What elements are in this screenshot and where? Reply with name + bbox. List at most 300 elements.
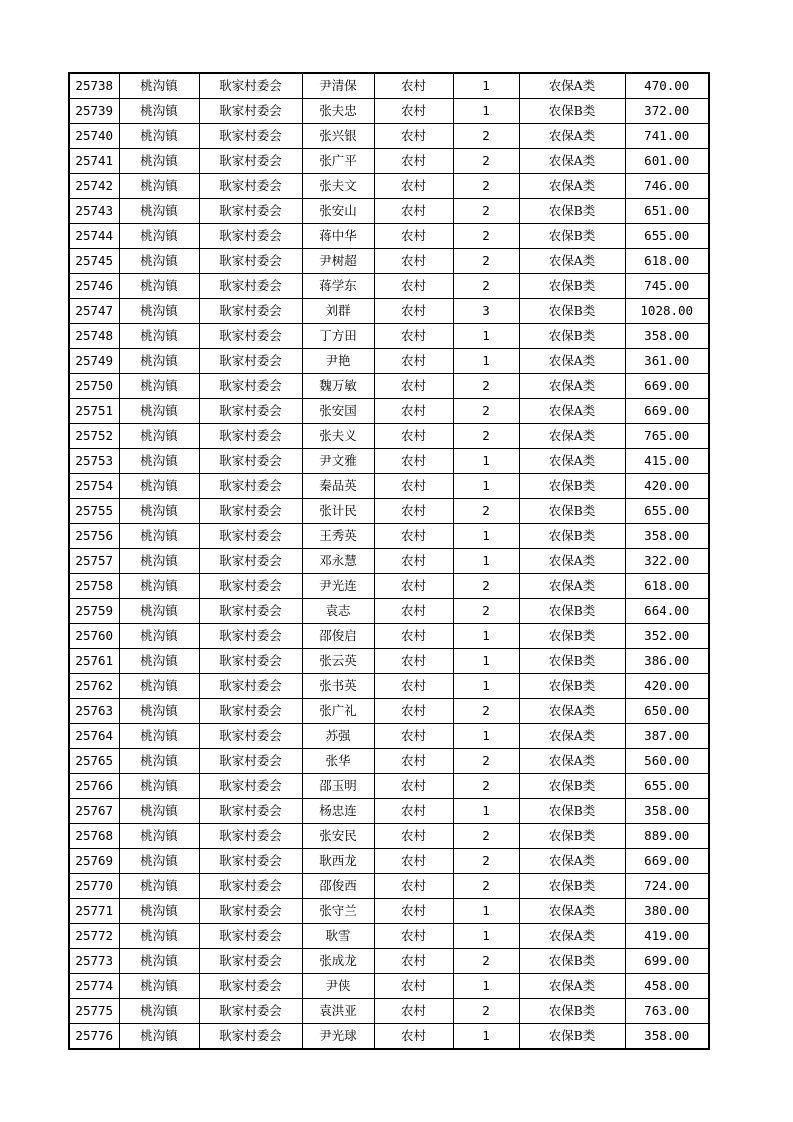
- area-type-cell: 农村: [374, 424, 453, 449]
- amount-cell: 745.00: [625, 274, 709, 299]
- village-committee-cell: 耿家村委会: [199, 274, 302, 299]
- insurance-category-cell: 农保A类: [519, 699, 625, 724]
- amount-cell: 618.00: [625, 574, 709, 599]
- household-count-cell: 2: [453, 249, 519, 274]
- insurance-category-cell: 农保B类: [519, 824, 625, 849]
- table-row: [69, 624, 709, 649]
- area-type-cell: 农村: [374, 699, 453, 724]
- amount-cell: 655.00: [625, 499, 709, 524]
- record-id-cell: 25741: [69, 149, 119, 174]
- area-type-cell: 农村: [374, 874, 453, 899]
- insurance-category-cell: 农保B类: [519, 674, 625, 699]
- table-row: [69, 449, 709, 474]
- town-cell: 桃沟镇: [119, 949, 199, 974]
- table-row: [69, 674, 709, 699]
- amount-cell: 387.00: [625, 724, 709, 749]
- town-cell: 桃沟镇: [119, 549, 199, 574]
- amount-cell: 1028.00: [625, 299, 709, 324]
- area-type-cell: 农村: [374, 674, 453, 699]
- insurance-category-cell: 农保B类: [519, 774, 625, 799]
- amount-cell: 746.00: [625, 174, 709, 199]
- table-row: [69, 99, 709, 124]
- amount-cell: 458.00: [625, 974, 709, 999]
- person-name-cell: 张安民: [302, 824, 374, 849]
- insurance-category-cell: 农保B类: [519, 999, 625, 1024]
- record-id-cell: 25764: [69, 724, 119, 749]
- person-name-cell: 张安山: [302, 199, 374, 224]
- person-name-cell: 张成龙: [302, 949, 374, 974]
- village-committee-cell: 耿家村委会: [199, 974, 302, 999]
- village-committee-cell: 耿家村委会: [199, 549, 302, 574]
- person-name-cell: 张云英: [302, 649, 374, 674]
- area-type-cell: 农村: [374, 624, 453, 649]
- village-committee-cell: 耿家村委会: [199, 124, 302, 149]
- town-cell: 桃沟镇: [119, 474, 199, 499]
- table-row: [69, 949, 709, 974]
- village-committee-cell: 耿家村委会: [199, 174, 302, 199]
- table-row: [69, 724, 709, 749]
- assistance-table: [68, 72, 710, 1050]
- record-id-cell: 25774: [69, 974, 119, 999]
- table-row: [69, 424, 709, 449]
- person-name-cell: 邓永慧: [302, 549, 374, 574]
- area-type-cell: 农村: [374, 899, 453, 924]
- insurance-category-cell: 农保B类: [519, 649, 625, 674]
- village-committee-cell: 耿家村委会: [199, 649, 302, 674]
- insurance-category-cell: 农保A类: [519, 974, 625, 999]
- insurance-category-cell: 农保A类: [519, 249, 625, 274]
- table-row: [69, 324, 709, 349]
- household-count-cell: 2: [453, 999, 519, 1024]
- household-count-cell: 1: [453, 724, 519, 749]
- person-name-cell: 张夫义: [302, 424, 374, 449]
- household-count-cell: 1: [453, 324, 519, 349]
- amount-cell: 372.00: [625, 99, 709, 124]
- area-type-cell: 农村: [374, 299, 453, 324]
- town-cell: 桃沟镇: [119, 974, 199, 999]
- village-committee-cell: 耿家村委会: [199, 899, 302, 924]
- person-name-cell: 尹光球: [302, 1024, 374, 1050]
- town-cell: 桃沟镇: [119, 324, 199, 349]
- person-name-cell: 张华: [302, 749, 374, 774]
- person-name-cell: 秦品英: [302, 474, 374, 499]
- amount-cell: 650.00: [625, 699, 709, 724]
- village-committee-cell: 耿家村委会: [199, 949, 302, 974]
- town-cell: 桃沟镇: [119, 449, 199, 474]
- area-type-cell: 农村: [374, 574, 453, 599]
- town-cell: 桃沟镇: [119, 774, 199, 799]
- table-row: [69, 224, 709, 249]
- person-name-cell: 张计民: [302, 499, 374, 524]
- amount-cell: 765.00: [625, 424, 709, 449]
- village-committee-cell: 耿家村委会: [199, 199, 302, 224]
- person-name-cell: 张守兰: [302, 899, 374, 924]
- town-cell: 桃沟镇: [119, 524, 199, 549]
- record-id-cell: 25762: [69, 674, 119, 699]
- insurance-category-cell: 农保A类: [519, 174, 625, 199]
- insurance-category-cell: 农保B类: [519, 324, 625, 349]
- insurance-category-cell: 农保B类: [519, 949, 625, 974]
- record-id-cell: 25769: [69, 849, 119, 874]
- amount-cell: 618.00: [625, 249, 709, 274]
- insurance-category-cell: 农保B类: [519, 274, 625, 299]
- area-type-cell: 农村: [374, 749, 453, 774]
- area-type-cell: 农村: [374, 399, 453, 424]
- household-count-cell: 1: [453, 974, 519, 999]
- town-cell: 桃沟镇: [119, 424, 199, 449]
- area-type-cell: 农村: [374, 99, 453, 124]
- table-row: [69, 774, 709, 799]
- village-committee-cell: 耿家村委会: [199, 149, 302, 174]
- household-count-cell: 1: [453, 549, 519, 574]
- household-count-cell: 2: [453, 199, 519, 224]
- insurance-category-cell: 农保A类: [519, 73, 625, 99]
- person-name-cell: 尹清保: [302, 73, 374, 99]
- person-name-cell: 尹侠: [302, 974, 374, 999]
- table-row: [69, 974, 709, 999]
- insurance-category-cell: 农保A类: [519, 549, 625, 574]
- person-name-cell: 袁志: [302, 599, 374, 624]
- household-count-cell: 1: [453, 349, 519, 374]
- amount-cell: 358.00: [625, 1024, 709, 1050]
- village-committee-cell: 耿家村委会: [199, 774, 302, 799]
- person-name-cell: 尹树超: [302, 249, 374, 274]
- record-id-cell: 25765: [69, 749, 119, 774]
- household-count-cell: 2: [453, 274, 519, 299]
- record-id-cell: 25757: [69, 549, 119, 574]
- table-row: [69, 299, 709, 324]
- amount-cell: 322.00: [625, 549, 709, 574]
- town-cell: 桃沟镇: [119, 73, 199, 99]
- record-id-cell: 25745: [69, 249, 119, 274]
- person-name-cell: 袁洪亚: [302, 999, 374, 1024]
- amount-cell: 669.00: [625, 849, 709, 874]
- record-id-cell: 25768: [69, 824, 119, 849]
- village-committee-cell: 耿家村委会: [199, 749, 302, 774]
- record-id-cell: 25748: [69, 324, 119, 349]
- village-committee-cell: 耿家村委会: [199, 724, 302, 749]
- record-id-cell: 25776: [69, 1024, 119, 1050]
- record-id-cell: 25772: [69, 924, 119, 949]
- town-cell: 桃沟镇: [119, 149, 199, 174]
- area-type-cell: 农村: [374, 73, 453, 99]
- household-count-cell: 1: [453, 624, 519, 649]
- table-row: [69, 199, 709, 224]
- household-count-cell: 1: [453, 899, 519, 924]
- amount-cell: 361.00: [625, 349, 709, 374]
- insurance-category-cell: 农保A类: [519, 449, 625, 474]
- person-name-cell: 杨忠连: [302, 799, 374, 824]
- village-committee-cell: 耿家村委会: [199, 524, 302, 549]
- household-count-cell: 1: [453, 924, 519, 949]
- table-row: [69, 1024, 709, 1050]
- town-cell: 桃沟镇: [119, 824, 199, 849]
- record-id-cell: 25775: [69, 999, 119, 1024]
- record-id-cell: 25763: [69, 699, 119, 724]
- village-committee-cell: 耿家村委会: [199, 349, 302, 374]
- record-id-cell: 25747: [69, 299, 119, 324]
- village-committee-cell: 耿家村委会: [199, 999, 302, 1024]
- table-row: [69, 749, 709, 774]
- amount-cell: 655.00: [625, 224, 709, 249]
- person-name-cell: 张兴银: [302, 124, 374, 149]
- town-cell: 桃沟镇: [119, 224, 199, 249]
- insurance-category-cell: 农保B类: [519, 299, 625, 324]
- village-committee-cell: 耿家村委会: [199, 924, 302, 949]
- insurance-category-cell: 农保A类: [519, 574, 625, 599]
- table-row: [69, 124, 709, 149]
- person-name-cell: 尹艳: [302, 349, 374, 374]
- person-name-cell: 邵俊西: [302, 874, 374, 899]
- area-type-cell: 农村: [374, 124, 453, 149]
- area-type-cell: 农村: [374, 724, 453, 749]
- table-row: [69, 149, 709, 174]
- town-cell: 桃沟镇: [119, 724, 199, 749]
- household-count-cell: 1: [453, 1024, 519, 1050]
- amount-cell: 651.00: [625, 199, 709, 224]
- record-id-cell: 25758: [69, 574, 119, 599]
- area-type-cell: 农村: [374, 774, 453, 799]
- town-cell: 桃沟镇: [119, 399, 199, 424]
- household-count-cell: 2: [453, 124, 519, 149]
- table-row: [69, 399, 709, 424]
- record-id-cell: 25740: [69, 124, 119, 149]
- household-count-cell: 2: [453, 849, 519, 874]
- household-count-cell: 2: [453, 424, 519, 449]
- village-committee-cell: 耿家村委会: [199, 374, 302, 399]
- amount-cell: 699.00: [625, 949, 709, 974]
- table-row: [69, 649, 709, 674]
- area-type-cell: 农村: [374, 1024, 453, 1050]
- household-count-cell: 2: [453, 374, 519, 399]
- town-cell: 桃沟镇: [119, 924, 199, 949]
- insurance-category-cell: 农保B类: [519, 199, 625, 224]
- insurance-category-cell: 农保A类: [519, 399, 625, 424]
- insurance-category-cell: 农保B类: [519, 599, 625, 624]
- person-name-cell: 邵玉明: [302, 774, 374, 799]
- table-row: [69, 599, 709, 624]
- record-id-cell: 25751: [69, 399, 119, 424]
- table-row: [69, 874, 709, 899]
- town-cell: 桃沟镇: [119, 849, 199, 874]
- record-id-cell: 25752: [69, 424, 119, 449]
- amount-cell: 420.00: [625, 474, 709, 499]
- person-name-cell: 丁方田: [302, 324, 374, 349]
- town-cell: 桃沟镇: [119, 99, 199, 124]
- area-type-cell: 农村: [374, 499, 453, 524]
- record-id-cell: 25760: [69, 624, 119, 649]
- record-id-cell: 25744: [69, 224, 119, 249]
- record-id-cell: 25771: [69, 899, 119, 924]
- record-id-cell: 25746: [69, 274, 119, 299]
- insurance-category-cell: 农保A类: [519, 124, 625, 149]
- table-row: [69, 824, 709, 849]
- town-cell: 桃沟镇: [119, 374, 199, 399]
- area-type-cell: 农村: [374, 949, 453, 974]
- household-count-cell: 2: [453, 949, 519, 974]
- amount-cell: 358.00: [625, 324, 709, 349]
- record-id-cell: 25761: [69, 649, 119, 674]
- record-id-cell: 25756: [69, 524, 119, 549]
- household-count-cell: 1: [453, 524, 519, 549]
- insurance-category-cell: 农保B类: [519, 499, 625, 524]
- person-name-cell: 苏强: [302, 724, 374, 749]
- village-committee-cell: 耿家村委会: [199, 699, 302, 724]
- record-id-cell: 25749: [69, 349, 119, 374]
- area-type-cell: 农村: [374, 924, 453, 949]
- amount-cell: 415.00: [625, 449, 709, 474]
- record-id-cell: 25738: [69, 73, 119, 99]
- village-committee-cell: 耿家村委会: [199, 424, 302, 449]
- insurance-category-cell: 农保A类: [519, 724, 625, 749]
- insurance-category-cell: 农保B类: [519, 474, 625, 499]
- insurance-category-cell: 农保A类: [519, 899, 625, 924]
- village-committee-cell: 耿家村委会: [199, 474, 302, 499]
- town-cell: 桃沟镇: [119, 874, 199, 899]
- village-committee-cell: 耿家村委会: [199, 1024, 302, 1050]
- town-cell: 桃沟镇: [119, 999, 199, 1024]
- area-type-cell: 农村: [374, 799, 453, 824]
- person-name-cell: 张广平: [302, 149, 374, 174]
- insurance-category-cell: 农保B类: [519, 874, 625, 899]
- person-name-cell: 王秀英: [302, 524, 374, 549]
- table-row: [69, 699, 709, 724]
- village-committee-cell: 耿家村委会: [199, 874, 302, 899]
- insurance-category-cell: 农保B类: [519, 224, 625, 249]
- person-name-cell: 张夫忠: [302, 99, 374, 124]
- household-count-cell: 2: [453, 499, 519, 524]
- town-cell: 桃沟镇: [119, 899, 199, 924]
- insurance-category-cell: 农保B类: [519, 99, 625, 124]
- insurance-category-cell: 农保A类: [519, 424, 625, 449]
- household-count-cell: 1: [453, 99, 519, 124]
- person-name-cell: 邵俊启: [302, 624, 374, 649]
- amount-cell: 669.00: [625, 399, 709, 424]
- village-committee-cell: 耿家村委会: [199, 73, 302, 99]
- town-cell: 桃沟镇: [119, 174, 199, 199]
- household-count-cell: 2: [453, 224, 519, 249]
- amount-cell: 470.00: [625, 73, 709, 99]
- household-count-cell: 2: [453, 149, 519, 174]
- household-count-cell: 2: [453, 774, 519, 799]
- amount-cell: 724.00: [625, 874, 709, 899]
- record-id-cell: 25753: [69, 449, 119, 474]
- household-count-cell: 3: [453, 299, 519, 324]
- town-cell: 桃沟镇: [119, 124, 199, 149]
- area-type-cell: 农村: [374, 274, 453, 299]
- record-id-cell: 25766: [69, 774, 119, 799]
- area-type-cell: 农村: [374, 374, 453, 399]
- household-count-cell: 1: [453, 73, 519, 99]
- table-row: [69, 999, 709, 1024]
- amount-cell: 386.00: [625, 649, 709, 674]
- record-id-cell: 25770: [69, 874, 119, 899]
- household-count-cell: 2: [453, 574, 519, 599]
- town-cell: 桃沟镇: [119, 249, 199, 274]
- person-name-cell: 耿西龙: [302, 849, 374, 874]
- amount-cell: 889.00: [625, 824, 709, 849]
- insurance-category-cell: 农保B类: [519, 1024, 625, 1050]
- record-id-cell: 25750: [69, 374, 119, 399]
- insurance-category-cell: 农保B类: [519, 524, 625, 549]
- household-count-cell: 2: [453, 824, 519, 849]
- household-count-cell: 2: [453, 399, 519, 424]
- household-count-cell: 2: [453, 599, 519, 624]
- amount-cell: 420.00: [625, 674, 709, 699]
- town-cell: 桃沟镇: [119, 299, 199, 324]
- town-cell: 桃沟镇: [119, 674, 199, 699]
- area-type-cell: 农村: [374, 549, 453, 574]
- table-row: [69, 574, 709, 599]
- amount-cell: 358.00: [625, 799, 709, 824]
- insurance-category-cell: 农保B类: [519, 799, 625, 824]
- area-type-cell: 农村: [374, 974, 453, 999]
- town-cell: 桃沟镇: [119, 574, 199, 599]
- area-type-cell: 农村: [374, 824, 453, 849]
- town-cell: 桃沟镇: [119, 799, 199, 824]
- amount-cell: 763.00: [625, 999, 709, 1024]
- village-committee-cell: 耿家村委会: [199, 849, 302, 874]
- person-name-cell: 蒋中华: [302, 224, 374, 249]
- area-type-cell: 农村: [374, 524, 453, 549]
- town-cell: 桃沟镇: [119, 499, 199, 524]
- person-name-cell: 刘群: [302, 299, 374, 324]
- person-name-cell: 张安国: [302, 399, 374, 424]
- village-committee-cell: 耿家村委会: [199, 224, 302, 249]
- person-name-cell: 耿雪: [302, 924, 374, 949]
- table-row: [69, 73, 709, 99]
- record-id-cell: 25739: [69, 99, 119, 124]
- person-name-cell: 蒋学东: [302, 274, 374, 299]
- record-id-cell: 25767: [69, 799, 119, 824]
- record-id-cell: 25773: [69, 949, 119, 974]
- person-name-cell: 张书英: [302, 674, 374, 699]
- record-id-cell: 25754: [69, 474, 119, 499]
- person-name-cell: 尹光连: [302, 574, 374, 599]
- table-row: [69, 174, 709, 199]
- village-committee-cell: 耿家村委会: [199, 249, 302, 274]
- insurance-category-cell: 农保A类: [519, 374, 625, 399]
- person-name-cell: 尹文雅: [302, 449, 374, 474]
- insurance-category-cell: 农保A类: [519, 149, 625, 174]
- area-type-cell: 农村: [374, 174, 453, 199]
- person-name-cell: 魏万敏: [302, 374, 374, 399]
- area-type-cell: 农村: [374, 349, 453, 374]
- area-type-cell: 农村: [374, 649, 453, 674]
- town-cell: 桃沟镇: [119, 349, 199, 374]
- household-count-cell: 2: [453, 174, 519, 199]
- table-row: [69, 374, 709, 399]
- area-type-cell: 农村: [374, 324, 453, 349]
- table-row: [69, 249, 709, 274]
- amount-cell: 669.00: [625, 374, 709, 399]
- village-committee-cell: 耿家村委会: [199, 799, 302, 824]
- town-cell: 桃沟镇: [119, 649, 199, 674]
- household-count-cell: 1: [453, 449, 519, 474]
- insurance-category-cell: 农保B类: [519, 624, 625, 649]
- town-cell: 桃沟镇: [119, 699, 199, 724]
- record-id-cell: 25755: [69, 499, 119, 524]
- table-row: [69, 799, 709, 824]
- table-row: [69, 924, 709, 949]
- insurance-category-cell: 农保A类: [519, 924, 625, 949]
- village-committee-cell: 耿家村委会: [199, 499, 302, 524]
- household-count-cell: 2: [453, 699, 519, 724]
- town-cell: 桃沟镇: [119, 1024, 199, 1050]
- household-count-cell: 2: [453, 874, 519, 899]
- record-id-cell: 25742: [69, 174, 119, 199]
- area-type-cell: 农村: [374, 224, 453, 249]
